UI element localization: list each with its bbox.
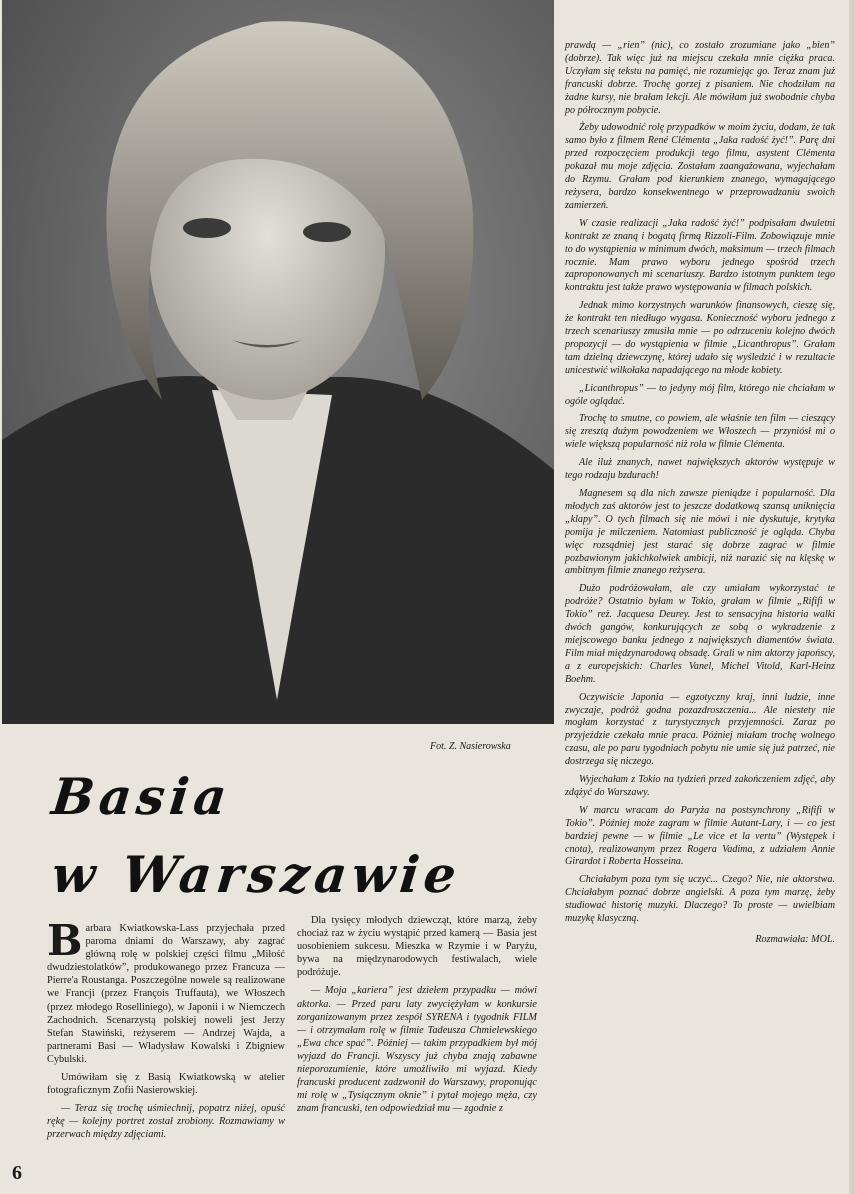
paragraph: Oczywiście Japonia — egzotyczny kraj, inni ludzie, inne zwyczaje, podróż godna pozazdroszczenia... Ale niestety nie mogłam korzystać z turystycznych przyjemności. Zaraz po przyjeździe czekała mnie praca. Później miałam trochę wolnego czasu, ale po paru tygodniach pobytu nie umie się już patrzeć, nie dostrzega się niczego. xyxy=(565,691,835,768)
lead-text: arbara Kwiatkowska-Lass przyjechała przed paroma dniami do Warszawy, aby zagrać główną rolę w polskiej części filmu „Miłość dwudziestolatków”, produkowanego przez Francuza — Pierre'a Roustanga. Poszczególne nowele są realizowane we Francji (przez François Truffauta), we Włoszech (przez młodego Roselliniego), w Japonii i w Niemczech Zachodnich. Scenarzystą polskiej noweli jest Jerzy Stefan Stawiński, reżyserem — Andrzej Wajda, a partnerami Basi — Władysław Kowalski i Zbigniew Cybulski. xyxy=(47,923,285,1065)
paragraph: — Moja „kariera” jest dziełem przypadku — mówi aktorka. — Przed paru laty zwyciężyłam w konkursie zorganizowanym przez zespół SYRENA i tygodnik FILM — i otrzymałam rolę w filmie Tadeusza Chmielewskiego „Ewa chce spać”. Później — takim przypadkiem był mój wyjazd do Francji. Wszyscy już chyba znają zabawne nieporozumienie, które umożliwiło mi wyjazd. Kiedy francuski producent zadzwonił do Warszawy, proponując mi rolę w „Tysiącznym oknie” i pytał mojego męża, czy znam francuski, ten odpowiedział mu — zgodnie z xyxy=(297,985,537,1115)
paragraph: Chciałabym poza tym się uczyć... Czego? Nie, nie aktorstwa. Chciałabym poznać dobrze angielski. A poza tym marzę, żeby studiować historię muzyki. Dlaczego? To proste — uwielbiam muzykę klasyczną. xyxy=(565,874,835,925)
column-2 xyxy=(297,914,537,1120)
paragraph: Magnesem są dla nich zawsze pieniądze i popularność. Dla młodych zaś aktorów jest to jeszcze dodatkową szansą uniknięcia „klapy”. O tych filmach się nie mówi i nie dyskutuje, krytyka pomija je milczeniem. Natomiast publiczność je ogląda. Chyba więc rozsądniej jest starać się dobrze zagrać w filmie pozbawionym jakichkolwiek ambicji, niż narazić się na klęskę w ambitnym filmie znanego reżysera. xyxy=(565,488,835,577)
paragraph: prawdą — „rien” (nic), co zostało zrozumiane jako „bien” (dobrze). Tak więc już na miejscu czekała mnie ciężka praca. Uczyłam się tekstu na pamięć, nie rozumiejąc go. Teraz znam już francuski dobrze. Trochę gorzej z pisaniem. Nie chodziłam na żadne kursy, nie brałam lekcji. Ale mówiłam już swobodnie chyba po półrocznym pobycie. xyxy=(565,40,835,116)
article-title-line-1: Basia xyxy=(48,767,235,826)
drop-cap: B xyxy=(47,916,83,965)
paragraph: „Licanthropus” — to jedyny mój film, którego nie chciałam w ogóle oglądać. xyxy=(565,382,835,407)
column-1 xyxy=(47,916,285,1147)
paragraph: Trochę to smutne, co powiem, ale właśnie ten film — cieszący się zresztą dużym powodzeniem we Włoszech — przyniósł mi o wiele większą popularność niż rola w filmie Clémenta. xyxy=(565,413,835,451)
page-edge xyxy=(849,0,855,1194)
page-number: 6 xyxy=(12,1162,22,1184)
lead-paragraph xyxy=(47,916,285,1066)
article-title-line-2: w Warszawie xyxy=(48,845,464,904)
photo-credit: Fot. Z. Nasierowska xyxy=(430,741,511,752)
paragraph: W marcu wracam do Paryża na postsynchrony „Rififi w Tokio”. Później może zagram w filmie Autant-Lary, i — co jest bardziej pewne — w filmie „Le vice et la vertu” (Występek i cnota), realizowanym przez Rogera Vadima, z udziałem Annie Girardot i Roberta Hosseina. xyxy=(565,804,835,868)
paragraph: Żeby udowodnić rolę przypadków w moim życiu, dodam, że tak samo było z filmem René Clémenta „Jaka radość żyć!”. Parę dni przed rozpoczęciem produkcji tego filmu, asystent Clémenta pokazał mu moje zdjęcia. Zostałam zaangażowana, wyjechałam do Rzymu. Grałam pod kierunkiem znanego, wymagającego reżysera, bardzo konsekwentnego w przeprowadzaniu swoich zamierzeń. xyxy=(565,122,835,211)
portrait-photo xyxy=(2,0,554,724)
paragraph: Ale iluż znanych, nawet największych aktorów występuje w tego rodzaju bzdurach! xyxy=(565,457,835,482)
paragraph: Dla tysięcy młodych dziewcząt, które marzą, żeby chociaż raz w życiu wystąpić przed kamerą — Basia jest uosobieniem sukcesu. Mieszka w Rzymie i w Paryżu, bywa na międzynarodowych festiwalach, wiele podróżuje. xyxy=(297,915,537,979)
author-signature: Rozmawiała: MOL. xyxy=(755,934,835,945)
column-3 xyxy=(565,40,835,947)
paragraph: — Teraz się trochę uśmiechnij, popatrz niżej, opuść rękę — kolejny portret został zrobiony. Rozmawiamy w przerwach między zdjęciami. xyxy=(47,1103,285,1141)
paragraph: Umówiłam się z Basią Kwiatkowską w atelier fotograficznym Zofii Nasierowskiej. xyxy=(47,1072,285,1097)
paragraph: Dużo podróżowałam, ale czy umiałam wykorzystać te podróże? Ostatnio byłam w Tokio, grałam w filmie „Rififi w Tokio” reż. Jacquesa Deurey. Jest to sensacyjna historia walki dwóch gangów, konkurujących ze sobą o wykradzenie z miejscowego banku jednego z największych diamentów świata. Film miał międzynarodową obsadę. Grali w nim aktorzy japońscy, a z europejskich: Charles Vanel, Michel Vitold, Karl-Heinz Boehm. xyxy=(565,583,835,685)
paragraph: Jednak mimo korzystnych warunków finansowych, cieszę się, że kontrakt ten niedługo wygasa. Konieczność wyboru jednego z trzech scenariuszy zmusiła mnie — po odrzuceniu kolejno dwóch propozycji — do wystąpienia w filmie „Licanthropus”. Grałam tam dzielną dziewczynę, której udało się wyśledzić i w rezultacie unicestwić wilkołaka napadającego na młode kobiety. xyxy=(565,300,835,376)
portrait-image xyxy=(2,0,554,724)
paragraph: Wyjechałam z Tokio na tydzień przed zakończeniem zdjęć, aby zdążyć do Warszawy. xyxy=(565,774,835,798)
paragraph: W czasie realizacji „Jaka radość żyć!” podpisałam dwuletni kontrakt ze znaną i bogatą firmą Rizzoli-Film. Zobowiązuje mnie to do wystąpienia w minimum dwóch, maksimum — trzech filmach rocznie. Mam prawo wyboru jednego spośród trzech zaproponowanych mi scenariuszy. Bardzo istotnym punktem tego kontraktu jest także prawo występowania w filmach polskich. xyxy=(565,217,835,294)
